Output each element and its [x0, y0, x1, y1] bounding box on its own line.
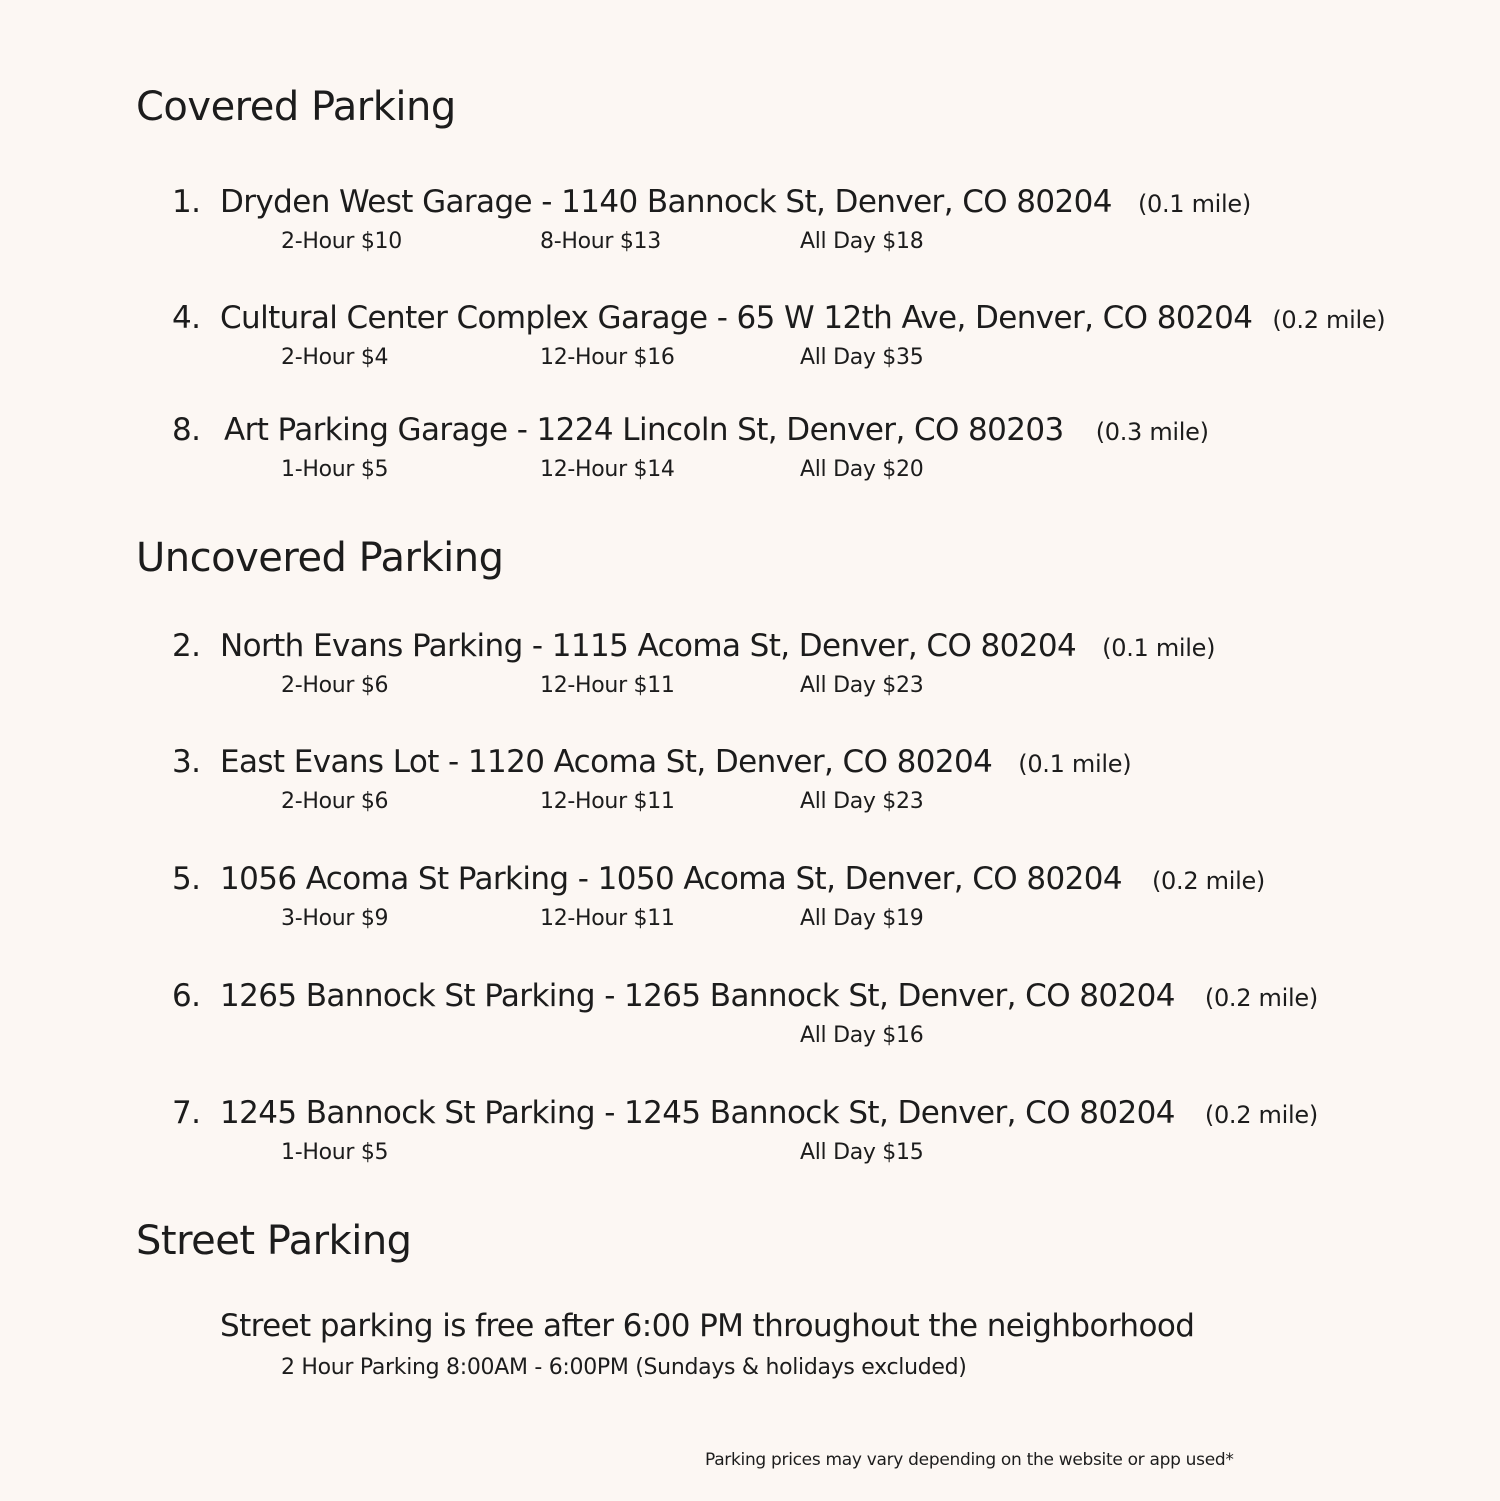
- entry-heading: [172, 412, 1209, 448]
- rate-all-day: All Day $23: [800, 673, 924, 698]
- section-title-uncovered: Uncovered Parking: [136, 535, 504, 581]
- rate-medium: 12-Hour $11: [540, 906, 675, 931]
- entry-number: 2.: [172, 628, 201, 664]
- entry-number: 7.: [172, 1095, 201, 1131]
- section-title-street: Street Parking: [136, 1218, 412, 1264]
- rate-short: 2-Hour $6: [281, 673, 389, 698]
- entry-heading: [172, 300, 1386, 336]
- entry-distance: (0.2 mile): [1151, 867, 1265, 895]
- entry-distance: (0.2 mile): [1204, 1101, 1318, 1129]
- entry-distance: (0.3 mile): [1095, 418, 1209, 446]
- rate-all-day: All Day $35: [800, 345, 924, 370]
- entry-number: 3.: [172, 744, 201, 780]
- entry-heading: [172, 744, 1132, 780]
- entry-distance: (0.2 mile): [1204, 984, 1318, 1012]
- street-parking-hours: 2 Hour Parking 8:00AM - 6:00PM (Sundays & holidays excluded): [281, 1355, 967, 1380]
- entry-distance: (0.1 mile): [1102, 634, 1216, 662]
- rate-medium: 12-Hour $14: [540, 457, 675, 482]
- section-title-covered: Covered Parking: [136, 84, 456, 130]
- entry-number: 6.: [172, 978, 201, 1014]
- rate-all-day: All Day $19: [800, 906, 924, 931]
- rate-all-day: All Day $20: [800, 457, 924, 482]
- entry-name-address: East Evans Lot - 1120 Acoma St, Denver, CO 80204: [220, 744, 993, 780]
- entry-heading: [172, 861, 1265, 897]
- entry-number: 5.: [172, 861, 201, 897]
- entry-name-address: North Evans Parking - 1115 Acoma St, Denver, CO 80204: [220, 628, 1077, 664]
- rate-short: 2-Hour $10: [281, 229, 402, 254]
- rate-medium: 12-Hour $11: [540, 673, 675, 698]
- entry-name-address: Art Parking Garage - 1224 Lincoln St, Denver, CO 80203: [224, 412, 1064, 448]
- rate-all-day: All Day $15: [800, 1140, 924, 1165]
- rate-all-day: All Day $16: [800, 1023, 924, 1048]
- rate-short: 1-Hour $5: [281, 1140, 389, 1165]
- entry-number: 8.: [172, 412, 201, 448]
- entry-name-address: 1056 Acoma St Parking - 1050 Acoma St, Denver, CO 80204: [220, 861, 1122, 897]
- rate-medium: 12-Hour $16: [540, 345, 675, 370]
- price-disclaimer: Parking prices may vary depending on the website or app used*: [705, 1450, 1234, 1470]
- rate-short: 2-Hour $6: [281, 789, 389, 814]
- entry-heading: [172, 1095, 1318, 1131]
- entry-name-address: 1245 Bannock St Parking - 1245 Bannock St, Denver, CO 80204: [220, 1095, 1175, 1131]
- street-parking-note: Street parking is free after 6:00 PM throughout the neighborhood: [220, 1308, 1195, 1344]
- entry-name-address: Dryden West Garage - 1140 Bannock St, Denver, CO 80204: [220, 184, 1112, 220]
- entry-name-address: Cultural Center Complex Garage - 65 W 12th Ave, Denver, CO 80204: [220, 300, 1253, 336]
- entry-distance: (0.1 mile): [1018, 750, 1132, 778]
- rate-short: 3-Hour $9: [281, 906, 389, 931]
- entry-distance: (0.1 mile): [1137, 190, 1251, 218]
- rate-short: 2-Hour $4: [281, 345, 389, 370]
- entry-heading: [172, 184, 1251, 220]
- entry-number: 4.: [172, 300, 201, 336]
- entry-heading: [172, 628, 1216, 664]
- entry-heading: [172, 978, 1318, 1014]
- rate-medium: 8-Hour $13: [540, 229, 661, 254]
- entry-distance: (0.2 mile): [1272, 306, 1386, 334]
- entry-number: 1.: [172, 184, 201, 220]
- rate-all-day: All Day $18: [800, 229, 924, 254]
- entry-name-address: 1265 Bannock St Parking - 1265 Bannock St, Denver, CO 80204: [220, 978, 1175, 1014]
- rate-short: 1-Hour $5: [281, 457, 389, 482]
- rate-all-day: All Day $23: [800, 789, 924, 814]
- rate-medium: 12-Hour $11: [540, 789, 675, 814]
